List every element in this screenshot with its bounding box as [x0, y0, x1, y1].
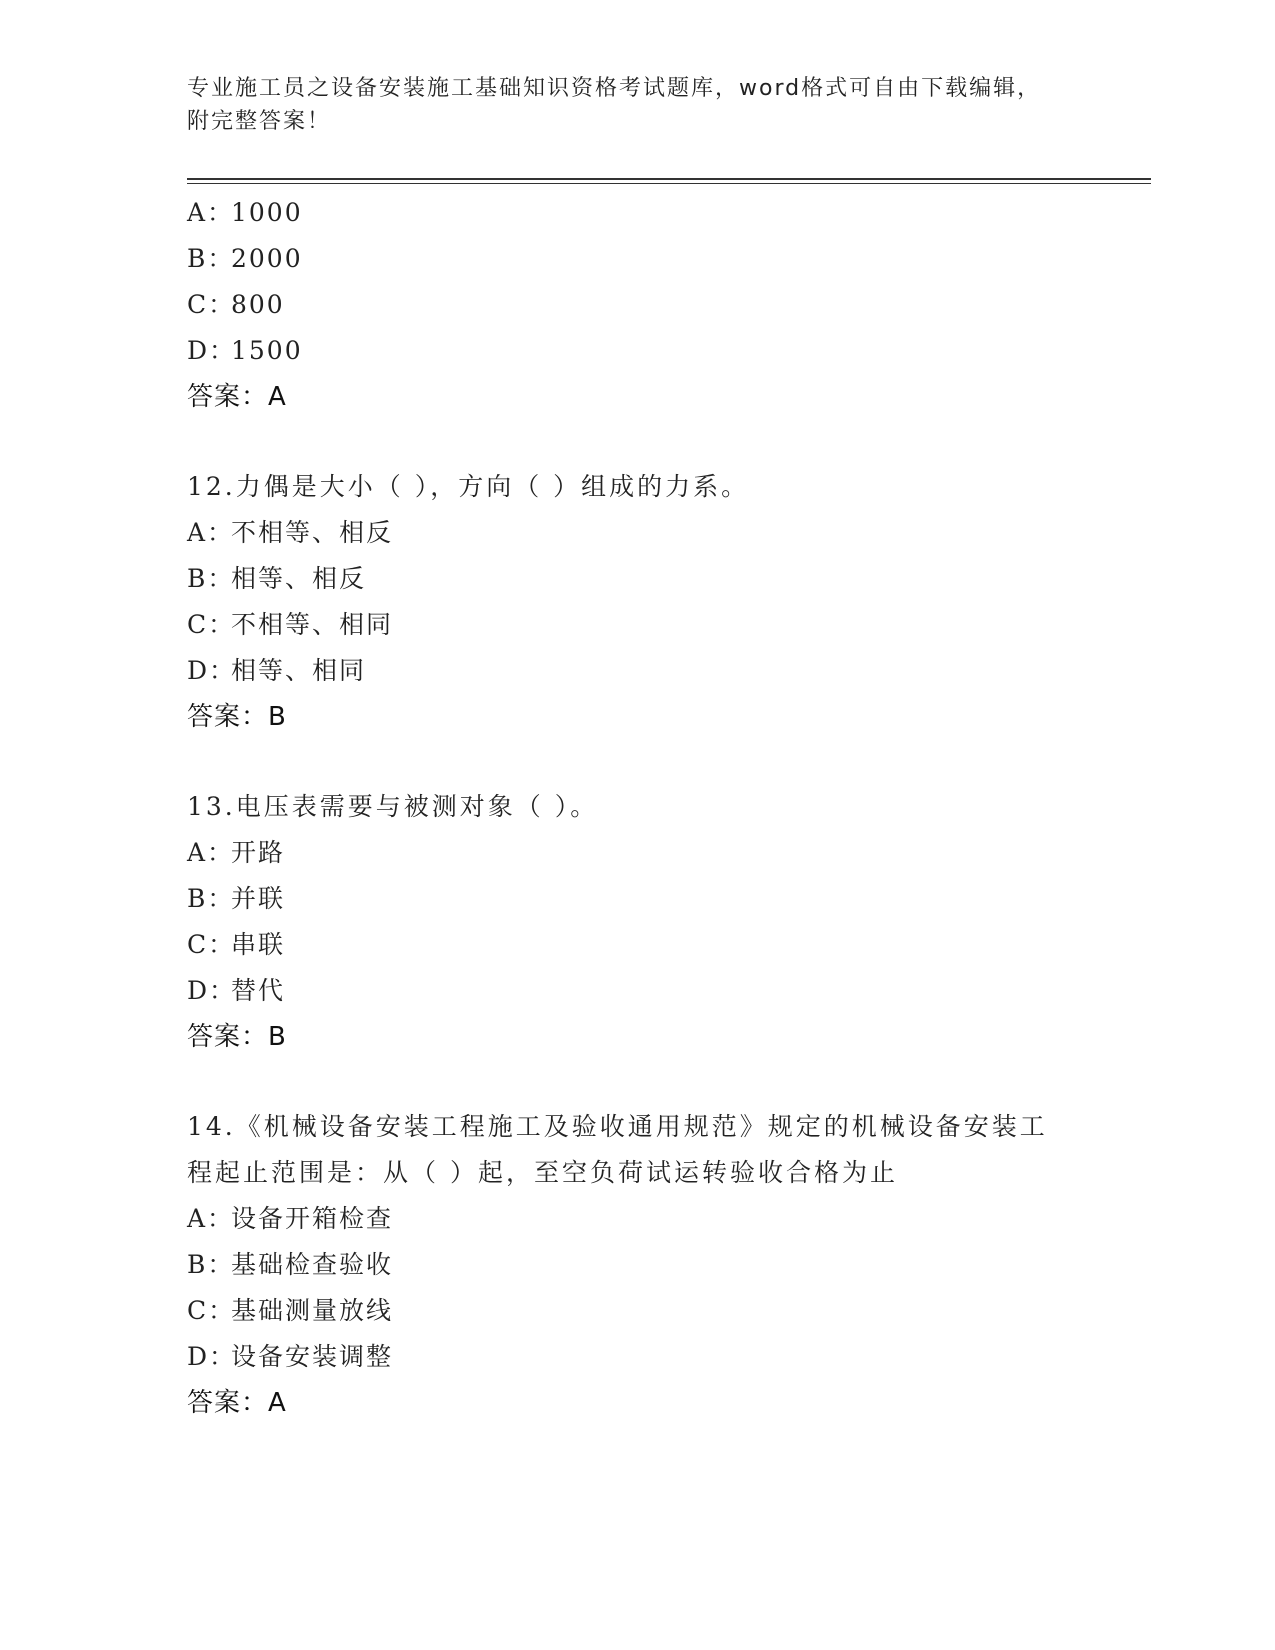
option-key: D：: [187, 976, 237, 1005]
answer-line: 答案：B: [187, 702, 287, 732]
option-text: 开路: [231, 838, 286, 867]
option-a: [187, 1196, 1087, 1242]
option-b: [187, 876, 1087, 922]
question-stem-line-2: 程起止范围是：从（ ）起，至空负荷试运转验收合格为止: [187, 1158, 898, 1187]
document-header: [187, 72, 1067, 138]
option-text: 基础测量放线: [231, 1296, 394, 1325]
option-key: A：: [187, 518, 235, 547]
option-key: A：: [187, 838, 235, 867]
option-a: [187, 830, 1087, 876]
answer-line: 答案：A: [187, 1388, 287, 1418]
option-text: 1000: [231, 198, 303, 227]
header-line-2: 附完整答案！: [187, 109, 332, 134]
option-a: [187, 510, 1087, 556]
option-key: C：: [187, 1296, 236, 1325]
option-text: 设备安装调整: [231, 1342, 394, 1371]
option-c: [187, 282, 1087, 328]
option-key: D：: [187, 1342, 237, 1371]
question-11: [187, 190, 1087, 420]
option-key: B：: [187, 1250, 235, 1279]
header-divider-thin: [187, 183, 1151, 184]
option-d: [187, 968, 1087, 1014]
option-key: D：: [187, 336, 237, 365]
question-stem: 12.力偶是大小（ ），方向（ ）组成的力系。: [187, 472, 750, 501]
option-b: [187, 1242, 1087, 1288]
spacer: [187, 420, 1087, 464]
option-text: 替代: [231, 976, 286, 1005]
option-c: [187, 1288, 1087, 1334]
question-13: [187, 784, 1087, 1060]
spacer: [187, 740, 1087, 784]
option-text: 基础检查验收: [231, 1250, 394, 1279]
option-c: [187, 602, 1087, 648]
option-key: B：: [187, 564, 235, 593]
option-key: C：: [187, 930, 236, 959]
option-key: B：: [187, 244, 235, 273]
option-d: [187, 648, 1087, 694]
question-stem: 13.电压表需要与被测对象（ ）。: [187, 792, 599, 821]
spacer: [187, 1060, 1087, 1104]
option-text: 不相等、相同: [231, 610, 394, 639]
option-text: 串联: [231, 930, 286, 959]
option-text: 1500: [231, 336, 303, 365]
question-list: [187, 190, 1087, 1426]
option-key: A：: [187, 198, 235, 227]
header-line-1: 专业施工员之设备安装施工基础知识资格考试题库，word格式可自由下载编辑，: [187, 76, 1042, 101]
option-text: 800: [231, 290, 285, 319]
option-key: A：: [187, 1204, 235, 1233]
answer-line: 答案：A: [187, 382, 287, 412]
option-text: 不相等、相反: [231, 518, 394, 547]
option-d: [187, 328, 1087, 374]
option-b: [187, 556, 1087, 602]
option-d: [187, 1334, 1087, 1380]
option-text: 并联: [231, 884, 286, 913]
question-stem-line-1: 14.《机械设备安装工程施工及验收通用规范》规定的机械设备安装工: [187, 1112, 1048, 1141]
option-c: [187, 922, 1087, 968]
question-12: [187, 464, 1087, 740]
answer-line: 答案：B: [187, 1022, 287, 1052]
option-text: 相等、相同: [231, 656, 367, 685]
option-key: D：: [187, 656, 237, 685]
question-14: [187, 1104, 1087, 1426]
option-text: 相等、相反: [231, 564, 367, 593]
option-key: C：: [187, 610, 236, 639]
header-divider-thick: [187, 178, 1151, 180]
option-a: [187, 190, 1087, 236]
option-text: 设备开箱检查: [231, 1204, 394, 1233]
option-text: 2000: [231, 244, 303, 273]
option-key: B：: [187, 884, 235, 913]
option-b: [187, 236, 1087, 282]
option-key: C：: [187, 290, 236, 319]
